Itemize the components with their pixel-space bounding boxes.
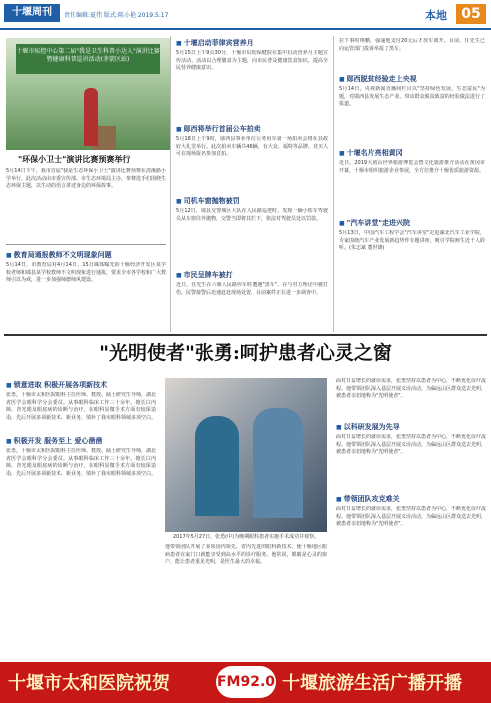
feature-subhead-3: ■ 以科研发展为先导 [336,422,400,432]
story1-body: 5月14日下午，我市首届"我是生态环保小卫士"演讲比赛预赛在清溪路小学举行。此次活动由市委宣传部、市生态环境局主办，参赛选手们围绕生态环保主题，以生动的语言讲述身边的环保故事。 [6,168,166,189]
feature-body-right-2: 面对日益增长的就诊需求，张勇坚持以患者为中心，不断优化诊疗流程。他带领团队深入基层开展义诊活动，为偏远山区群众送去光明，被患者亲切地称为"光明使者"。 [336,434,486,455]
col2-headline-1: ■ 十堰启动菲律宾营养月 [176,38,254,48]
speaker-figure [84,88,98,146]
surgeon-figure [195,416,239,516]
column-rule [170,36,171,332]
ad-right-text: 十堰旅游生活广播开播 [282,673,462,694]
col3-headline-1: ■ 郧西脱贫经验走上央视 [339,74,417,84]
feature-body-left: 张勇，十堰市太和医院眼科主任医师、教授、硕士研究生导师，湖北省医学会眼科学分会委员。从事眼科临床工作三十余年，擅长白内障、青光眼及眼底病的诊断与治疗，在眼科显微手术方面有较深造诣，先后开展多项新技术、新业务，填补了我市眼科领域多项空白。 [6,392,156,421]
col2-body-4: 近日，任先生在六堰人民路停车时遭遇"黑车"，在与对方理论中被打伤。民警接警后迅速赶赴现场处置，目前案件正在进一步调查中。 [176,282,328,296]
feature-subhead-2: ■ 积极开发 服务至上 爱心凿凿 [6,436,103,446]
feature-subhead-1: ■ 锁意进取 积极开展各项新技术 [6,380,107,390]
col2-headline-2: ■ 郧西将举行首届公车拍卖 [176,124,261,134]
col3-body-1: 5月14日，央视新闻直播间栏目以"坚持绿色发展，生态富民"为题，对郧西县发展生态产业、带动群众脱贫致富的经验做法进行了报道。 [339,86,485,107]
col2-headline-4: ■ 市民呈牌车被打 [176,270,233,280]
masthead: 十堰周刊 [4,4,60,22]
page-number: 05 [456,4,486,24]
feature-body-right-3: 面对日益增长的就诊需求，张勇坚持以患者为中心，不断优化诊疗流程。他带领团队深入基层开展义诊活动，为偏远山区群众送去光明，被患者亲切地称为"光明使者"。 [336,506,486,527]
story2-headline: ■ 教育局通报教师不文明现象问题 [6,250,112,260]
photo-caption: 2017年5月27日，张勇(中)为晚期眼科患者实施手术成功并观察。 [172,534,320,540]
divider [6,244,166,245]
feature-subhead-4: ■ 带领团队攻克难关 [336,494,400,504]
surgery-photo [165,378,327,532]
feature-body-left-2: 张勇，十堰市太和医院眼科主任医师、教授、硕士研究生导师，湖北省医学会眼科学分会委员。从事眼科临床工作三十余年，擅长白内障、青光眼及眼底病的诊断与治疗，在眼科显微手术方面有较深造诣，先后开展多项新技术、新业务，填补了我市眼科领域多项空白。 [6,448,156,477]
section-rule [4,334,487,336]
editor-meta: 责任编辑:夏伟 版式:陈小艳 2019.5.17 [64,12,169,19]
col2-headline-3: ■ 司机车窗抛物被罚 [176,196,240,206]
assistant-figure [253,408,303,518]
col3-headline-2: ■ 十堰名片亮相黄冈 [339,148,403,158]
col2-body-1: 5月15日上午9点30分，十堰市妇幼保健院在集中启动营养月主题宣传活动，活动以合理膳食为主题，向市民普及健康饮食知识，提高全民营养健康意识。 [176,50,328,71]
speech-contest-photo [6,38,170,150]
col3-body-3: 5月13日，中国汽车工程学会"汽车讲堂"走进湖北汽车工业学院，专家围绕汽车产业发展新趋势作专题讲座，吸引学院师生近千人聆听。(朱志斌 董世雄) [339,230,485,251]
col2-body-3: 5月12日，郧县交警城区大队在人民路巡逻时，发现一辆小轿车驾驶员从车窗往外抛物，交警当即将其拦下，依法对驾驶员处以罚款。 [176,208,328,222]
ad-banner [0,662,491,703]
page-header [0,0,491,32]
feature-body-right-1: 面对日益增长的就诊需求，张勇坚持以患者为中心，不断优化诊疗流程。他带领团队深入基层开展义诊活动，为偏远山区群众送去光明，被患者亲切地称为"光明使者"。 [336,378,486,399]
header-rule [0,28,491,30]
ad-left-text: 十堰市太和医院祝贺 [8,673,170,694]
col3-body-2: 近日，2019大别山世界旅游博览会暨文化旅游推介活动在黄冈市开幕，十堰市组织旅游企业参展，全方位推介十堰优质旅游资源。 [339,160,485,174]
col2-body-2: 5月18日上午9时，郧西县事业单位公务用车第一场拍卖会将在县政府大礼堂举行。此次拍卖车辆共46辆，有大众、福特等品牌。竞买人可在现场报名参加竞拍。 [176,136,328,157]
stage-banner: 十堰市疾控中心第二届"我是卫生科普小达人"演讲比赛暨健康科普巡讲活动(茅箭区站) [16,44,160,74]
column-rule [333,36,334,332]
feature-headline: "光明使者"张勇:呵护患者心灵之窗 [99,342,392,364]
fm-badge: FM92.0 [216,666,276,698]
feature-body-mid: 他带领团队开展了多项国内领先、省内先进的眼科新技术，使十堰地区眼病患者在家门口就能享受到高水平的诊疗服务。他常说，眼睛是心灵的窗户，能让患者重见光明，是医生最大的幸福。 [165,544,327,565]
col3-body-0: 拉下事时翔鹏，强递他支付20元后才放车离开。目前，任先生已向运管部门投诉举报了黑车。 [339,38,485,52]
col3-headline-3: ■ "汽车讲堂"走进兴院 [339,218,410,228]
story2-body: 5月14日，市教育局对4月14日、15日媒体曝光的十堰经济开发区某学校老师和郧县某学校教师不文明现象进行通报，要求全市各学校和广大教师引以为戒，进一步加强师德师风建设。 [6,262,166,283]
section-label: 本地 [425,9,447,22]
story1-headline: "环保小卫士"演讲比赛预赛举行 [18,154,131,164]
